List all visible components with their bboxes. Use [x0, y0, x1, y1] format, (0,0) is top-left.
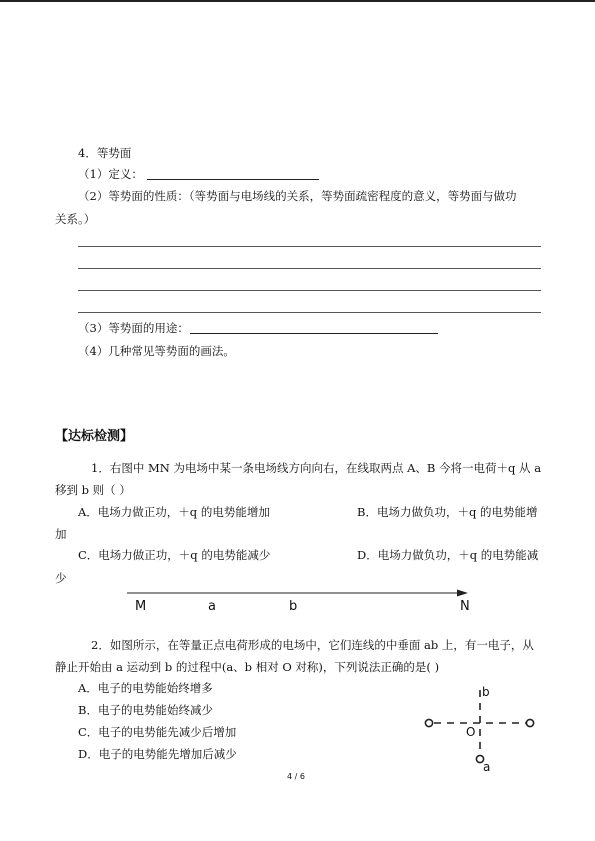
right-charge-icon	[526, 719, 533, 726]
label-b: b	[289, 599, 298, 614]
q2-option-d: D．电子的电势能先增加后减少	[78, 747, 237, 761]
page-number: 4 / 6	[287, 772, 305, 781]
definition-label: （1）定义：	[78, 167, 143, 181]
q1-option-c-wrap: 少	[55, 571, 67, 585]
q1-option-c: C．电场力做正功，＋q 的电势能减少	[78, 548, 271, 562]
arrow-head-icon	[457, 590, 468, 597]
field-line-diagram	[125, 586, 470, 600]
section-heading: 【达标检测】	[55, 429, 134, 444]
q2-stem-line1: 2．如图所示，在等量正点电荷形成的电场中，它们连线的中垂面 ab 上，有一电子，从	[91, 638, 534, 652]
q2-option-a: A．电子的电势能始终增多	[78, 681, 213, 695]
definition-blank	[147, 179, 319, 180]
charge-diagram	[420, 684, 540, 774]
q2-label-a: a	[483, 760, 491, 774]
q2-option-c: C．电子的电势能先减少后增加	[78, 725, 237, 739]
q1-option-a: A．电场力做正功，＋q 的电势能增加	[78, 505, 270, 519]
q1-stem-line2: 移到 b 则（ ）	[55, 483, 131, 497]
q1-option-a-wrap: 加	[55, 527, 67, 541]
section-title: 4．等势面	[78, 146, 132, 160]
q1-option-d: D．电场力做负功，＋q 的电势能减	[357, 548, 539, 562]
q2-option-b: B．电子的电势能始终减少	[78, 703, 213, 717]
label-a: a	[208, 599, 216, 614]
q1-option-b: B．电场力做负功，＋q 的电势能增	[357, 505, 538, 519]
properties-line2: 关系。）	[55, 212, 96, 226]
q2-label-b: b	[482, 685, 490, 699]
label-n: N	[460, 599, 470, 614]
use-blank	[190, 333, 438, 334]
left-charge-icon	[425, 719, 432, 726]
answer-rule-4	[78, 312, 541, 313]
properties-line1: （2）等势面的性质：（等势面与电场线的关系，等势面疏密程度的意义，等势面与做功	[78, 189, 517, 203]
q1-stem-line1: 1．右图中 MN 为电场中某一条电场线方向向右，在线取两点 A、B 今将一电荷＋q 从 a	[91, 461, 542, 475]
page-top-border	[0, 0, 595, 2]
use-label: （3）等势面的用途：	[78, 321, 189, 335]
q2-label-o: O	[466, 725, 476, 739]
answer-rule-1	[78, 246, 541, 247]
drawing-methods: （4）几种常见等势面的画法。	[78, 344, 235, 358]
q2-stem-line2: 静止开始由 a 运动到 b 的过程中(a、b 相对 O 对称)，下列说法正确的是( )	[55, 660, 440, 674]
answer-rule-2	[78, 268, 541, 269]
answer-rule-3	[78, 290, 541, 291]
label-m: M	[135, 599, 147, 614]
